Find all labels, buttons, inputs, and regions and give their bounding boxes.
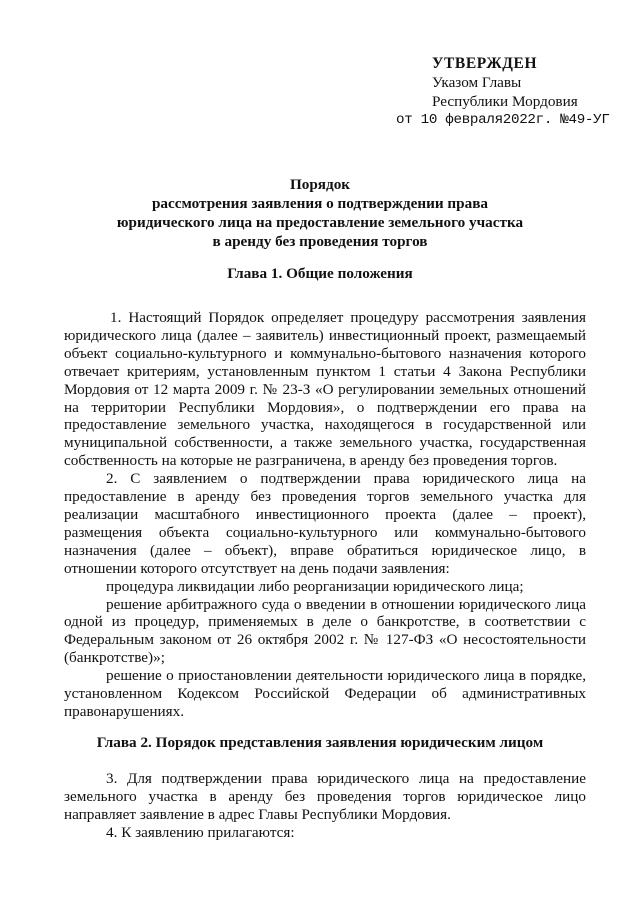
document-title: [0, 175, 640, 251]
document-title-line-2: рассмотрения заявления о подтверждении права: [151, 195, 488, 212]
document-title-line-3: юридического лица на предоставление земельного участка: [116, 214, 524, 231]
chapter-1-body: [64, 309, 586, 721]
approval-stamp: [396, 54, 610, 128]
paragraph-2: 2. С заявлением о подтверждении права юридического лица на предоставление в аренду без проведения торгов земельного участка для реализации масштабного инвестиционного проекта (далее – проект), размещения объекта социально-культурного или коммунально-бытового назначения (далее – объект), вправе обратиться юридическое лицо, в отношении которого отсутствует на день подачи заявления:: [64, 470, 586, 577]
approval-authority: Указом Главы: [432, 74, 522, 91]
chapter-2-heading: Глава 2. Порядок представления заявления юридическим лицом: [96, 734, 544, 751]
approval-title: УТВЕРЖДЕН: [432, 55, 538, 72]
paragraph-1: 1. Настоящий Порядок определяет процедуру рассмотрения заявления юридического лица (далее – заявитель) инвестиционный проект, размещаемый объект социально-культурного и коммунально-бытового назначения которого отвечает критериям, установленным пунктом 1 статьи 4 Закона Республики Мордовия от 12 марта 2009 г. № 23-З «О регулировании земельных отношений на территории Республики Мордовия», о подтверждении его права на предоставление земельного участка, находящегося в государственной или муниципальной собственности, а также земельного участка, государственная собственность на которые не разграничена, в аренду без проведения торгов.: [64, 309, 586, 470]
chapter-2-body: [64, 770, 586, 842]
paragraph-suspension: решение о приостановлении деятельности юридического лица в порядке, установленном Кодексом Российской Федерации об административных правонарушениях.: [64, 667, 586, 720]
document-title-line-4: в аренду без проведения торгов: [212, 233, 428, 250]
approval-date-number: от 10 февраля2022г. №49-УГ: [396, 112, 610, 128]
document-title-line-1: Порядок: [289, 176, 351, 193]
approval-region: Республики Мордовия: [432, 93, 578, 110]
paragraph-4: 4. К заявлению прилагаются:: [106, 823, 295, 841]
paragraph-bankruptcy: решение арбитражного суда о введении в отношении юридического лица одной из процедур, применяемых в деле о банкротстве, в соответствии с Федеральным законом от 26 октября 2002 г. № 127-ФЗ «О несостоятельности (банкротстве)»;: [64, 595, 586, 667]
paragraph-liquidation: процедура ликвидации либо реорганизации юридического лица;: [106, 577, 524, 595]
chapter-1-heading: Глава 1. Общие положения: [227, 265, 413, 282]
paragraph-3: 3. Для подтверждении права юридического лица на предоставление земельного участка в аренду без проведения торгов юридическое лицо направляет заявление в адрес Главы Республики Мордовия.: [64, 770, 586, 823]
